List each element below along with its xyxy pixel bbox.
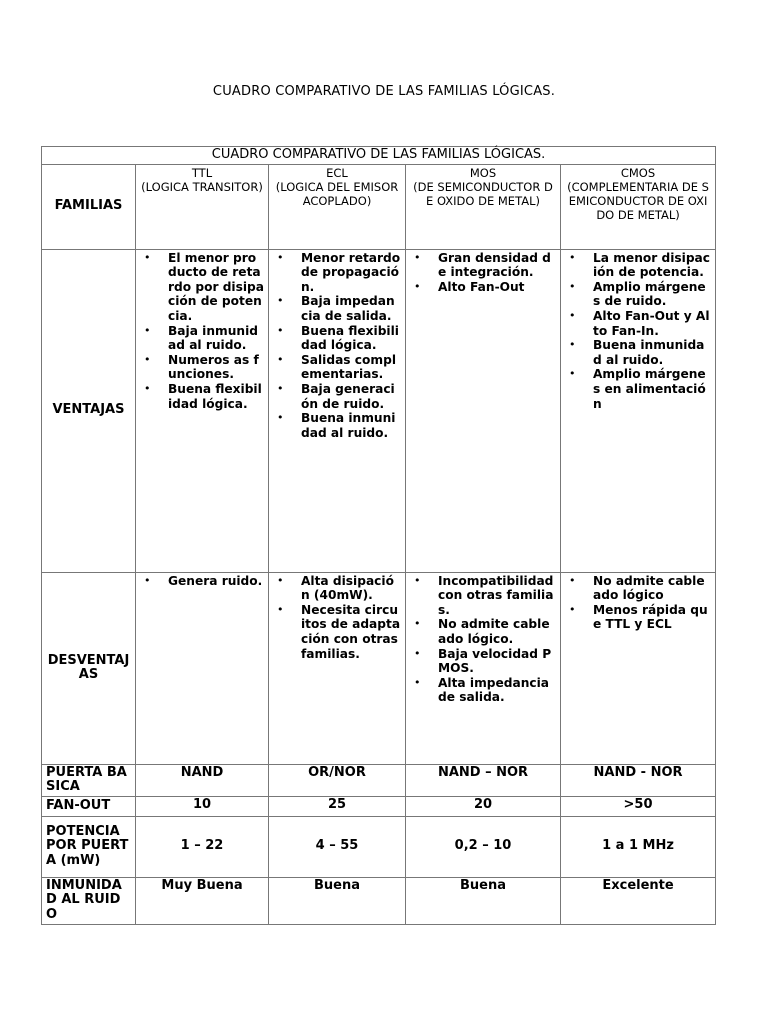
puerta-basica-row [42, 764, 716, 796]
column-header-line: MOS [469, 165, 497, 180]
column-header-mos [406, 164, 561, 249]
list-item: • Genera ruido. [168, 574, 264, 589]
inmunidad-ecl: Buena [269, 877, 406, 924]
document-title: CUADRO COMPARATIVO DE LAS FAMILIAS LÓGICAS. [212, 84, 556, 99]
list-item: • Buena flexibilidad lógica. [301, 324, 401, 353]
bullet-list [565, 574, 711, 632]
potencia-row [42, 816, 716, 877]
list-item: • Menos rápida que TTL y ECL [593, 603, 711, 632]
ventajas-row [42, 249, 716, 572]
bullet-list [140, 574, 264, 589]
list-item: • Baja velocidad PMOS. [438, 647, 556, 676]
list-item: • Necesita circuitos de adaptación con otras familias. [301, 603, 401, 661]
list-item: • Baja generación de ruido. [301, 382, 401, 411]
inmunidad-row [42, 877, 716, 924]
fan-out-row [42, 796, 716, 816]
list-item: • No admite cableado lógico. [438, 617, 556, 646]
list-item: • Baja inmunidad al ruido. [168, 324, 264, 353]
fan-out-mos: 20 [406, 796, 561, 816]
comparison-table [41, 146, 716, 925]
table-caption-row [42, 147, 716, 165]
list-item: • Buena inmunidad al ruido. [593, 338, 711, 367]
bullet-list [140, 251, 264, 412]
potencia-ttl: 1 – 22 [136, 816, 269, 877]
inmunidad-ttl: Muy Buena [136, 877, 269, 924]
column-header-ecl [269, 164, 406, 249]
list-item: • Incompatibilidad con otras familias. [438, 574, 556, 618]
column-header-subtitle: (COMPLEMENTARIA DE SEMICONDUCTOR DE OXIDO DE METAL) [567, 179, 709, 222]
inmunidad-mos: Buena [406, 877, 561, 924]
inmunidad-label: INMUNIDAD AL RUIDO [42, 877, 136, 924]
ventajas-cmos [561, 249, 716, 572]
ventajas-label: VENTAJAS [42, 249, 136, 572]
desventajas-mos [406, 572, 561, 764]
bullet-list [273, 251, 401, 441]
list-item: • Amplio márgenes de ruido. [593, 280, 711, 309]
families-row [42, 164, 716, 249]
desventajas-ttl [136, 572, 269, 764]
column-header-line: TTL [191, 165, 213, 180]
puerta-basica-ecl: OR/NOR [269, 764, 406, 796]
ventajas-ecl [269, 249, 406, 572]
fan-out-cmos: >50 [561, 796, 716, 816]
inmunidad-cmos: Excelente [561, 877, 716, 924]
desventajas-row [42, 572, 716, 764]
list-item: • El menor producto de retardo por disipación de potencia. [168, 251, 264, 324]
puerta-basica-label: PUERTA BASICA [42, 764, 136, 796]
list-item: • No admite cableado lógico [593, 574, 711, 603]
list-item: • Alta impedancia de salida. [438, 676, 556, 705]
puerta-basica-mos: NAND – NOR [406, 764, 561, 796]
list-item: • Alto Fan-Out [438, 280, 556, 295]
list-item: • Alta disipación (40mW). [301, 574, 401, 603]
fan-out-ttl: 10 [136, 796, 269, 816]
bullet-list [273, 574, 401, 662]
list-item: • Buena flexibilidad lógica. [168, 382, 264, 411]
list-item: • Buena inmunidad al ruido. [301, 411, 401, 440]
list-item: • Amplio márgenes en alimentación [593, 367, 711, 411]
list-item: • La menor disipación de potencia. [593, 251, 711, 280]
fan-out-label: FAN-OUT [42, 796, 136, 816]
desventajas-cmos [561, 572, 716, 764]
column-header-ttl [136, 164, 269, 249]
bullet-list [410, 251, 556, 295]
column-header-subtitle: (DE SEMICONDUCTOR DE OXIDO DE METAL) [413, 179, 553, 208]
potencia-mos: 0,2 – 10 [406, 816, 561, 877]
potencia-label: POTENCIA POR PUERTA (mW) [42, 816, 136, 877]
column-header-cmos [561, 164, 716, 249]
list-item: • Numeros as funciones. [168, 353, 264, 382]
families-label: FAMILIAS [42, 164, 136, 249]
desventajas-label: DESVENTAJAS [42, 572, 136, 764]
list-item: • Menor retardo de propagación. [301, 251, 401, 295]
bullet-list [565, 251, 711, 412]
column-header-subtitle: (LOGICA TRANSITOR) [141, 179, 263, 194]
list-item: • Baja impedancia de salida. [301, 294, 401, 323]
ventajas-mos [406, 249, 561, 572]
list-item: • Alto Fan-Out y Alto Fan-In. [593, 309, 711, 338]
column-header-line: ECL [326, 165, 348, 180]
potencia-ecl: 4 – 55 [269, 816, 406, 877]
column-header-subtitle: (LOGICA DEL EMISOR ACOPLADO) [275, 179, 399, 208]
bullet-list [410, 574, 556, 705]
table-caption: CUADRO COMPARATIVO DE LAS FAMILIAS LÓGICAS. [42, 147, 716, 165]
potencia-cmos: 1 a 1 MHz [561, 816, 716, 877]
puerta-basica-ttl: NAND [136, 764, 269, 796]
desventajas-ecl [269, 572, 406, 764]
list-item: • Gran densidad de integración. [438, 251, 556, 280]
fan-out-ecl: 25 [269, 796, 406, 816]
list-item: • Salidas complementarias. [301, 353, 401, 382]
column-header-line: CMOS [620, 165, 656, 180]
puerta-basica-cmos: NAND - NOR [561, 764, 716, 796]
ventajas-ttl [136, 249, 269, 572]
